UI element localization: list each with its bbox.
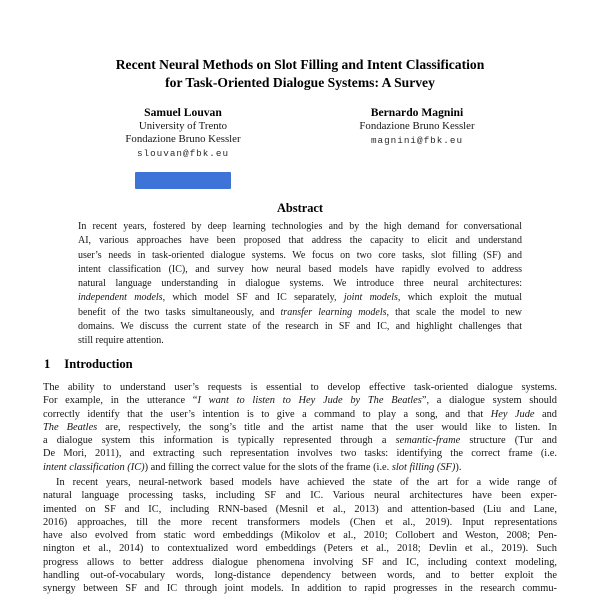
text-line: De Mori, 2011), and extracting such representation involves two tasks: identifying the correct frame (i.e.: [43, 448, 557, 460]
email-link-highlight[interactable]: [135, 172, 231, 189]
text-line: still require attention.: [78, 335, 164, 347]
paper-title-line-1: Recent Neural Methods on Slot Filling and Intent Classification: [115, 57, 485, 72]
text-line: natural language processing tasks, including SF and IC. Various neural architectures have been exper-: [43, 490, 557, 502]
text-line: benefit of the two tasks simultaneously, and transfer learning models, that scale the model to new: [78, 306, 522, 318]
text-line: correctly identify that the user’s intention is to give a command to play a song, and that Hey Jude and: [43, 408, 557, 420]
text-line: The ability to understand user’s requests is essential to develop effective task-oriented dialogue systems.: [43, 382, 557, 393]
text-line: progress allows to better address dialogue phenomena involving SF and IC, including context modeling,: [43, 556, 557, 568]
paper-title: [30, 56, 570, 91]
text-line: a dialogue system this information is typically represented through a semantic-frame structure (Tur and: [43, 435, 557, 447]
abstract-text: [78, 220, 522, 349]
text-line: In recent years, fostered by deep learning technologies and by the high demand for conversational: [78, 221, 522, 232]
text-line: AI, various approaches have been proposed that address the capacity to elicit and understand: [78, 235, 522, 247]
text-line: have also evolved from static word embeddings (Mikolov et al., 2010; Collobert and Weston, 2008; Pen-: [43, 530, 557, 542]
text-line: synergy between SF and IC through joint models. In addition to rapid progresses in the research commu-: [43, 583, 557, 595]
paper-title-line-2: for Task-Oriented Dialogue Systems: A Survey: [165, 74, 435, 90]
section-title: Introduction: [64, 357, 133, 371]
text-line: The Beatles are, respectively, the song’s title and the artist name that the user would like to listen. In: [43, 421, 557, 433]
intro-paragraph-2: [43, 476, 557, 596]
abstract-heading: Abstract: [276, 201, 324, 215]
text-line: independent models, which model SF and IC separately, joint models, which exploit the mutual: [78, 292, 522, 304]
author-name: Samuel Louvan: [144, 106, 222, 119]
author-block-1: [98, 106, 268, 189]
text-line: natural language understanding in dialogue systems. We introduce three neural architectures:: [78, 278, 522, 290]
author-block-row: [0, 106, 600, 189]
author-affiliation: Fondazione Bruno Kessler: [125, 133, 241, 145]
author-email-link[interactable]: slouvan@fbk.eu: [136, 148, 230, 159]
text-line: In recent years, neural-network based models have achieved the state of the art for a wide range of: [56, 477, 557, 488]
author-block-2: [332, 106, 502, 189]
text-line: handling out-of-vocabulary words, long-distance dependency between words, and to better exploit the: [43, 570, 557, 582]
text-line: user’s needs in task-oriented dialogue systems. We focus on two core tasks, slot filling (SF) and: [78, 249, 522, 261]
text-line: nington et al., 2014) to contextualized word embeddings (Peters et al., 2018; Devlin et al., 2019). Such: [43, 543, 557, 555]
text-line: imented on SF and IC, including RNN-based (Mesnil et al., 2013) and attention-based (Liu and Lane,: [43, 503, 557, 515]
author-name: Bernardo Magnini: [370, 106, 464, 119]
text-line: intent classification (IC), and survey how neural based models have rapidly evolved to address: [78, 263, 522, 275]
intro-paragraph-1: [43, 381, 557, 474]
author-affiliation: Fondazione Bruno Kessler: [359, 120, 475, 132]
text-line: For example, in the utterance “I want to listen to Hey Jude by The Beatles”, a dialogue system should: [43, 395, 557, 407]
text-line: 2016) approaches, till the more recent transformers models (Chen et al., 2019). Input representations: [43, 516, 557, 528]
section-heading-introduction: [44, 357, 133, 372]
author-email-link[interactable]: magnini@fbk.eu: [370, 135, 464, 146]
text-line: intent classification (IC)) and filling the correct value for the slots of the frame (i.e. slot filling (SF)).: [43, 461, 462, 473]
section-number: 1: [44, 357, 51, 371]
author-affiliation: University of Trento: [138, 120, 228, 132]
text-line: domains. We discuss the current state of the research in SF and IC, and highlight challenges that: [78, 321, 522, 333]
